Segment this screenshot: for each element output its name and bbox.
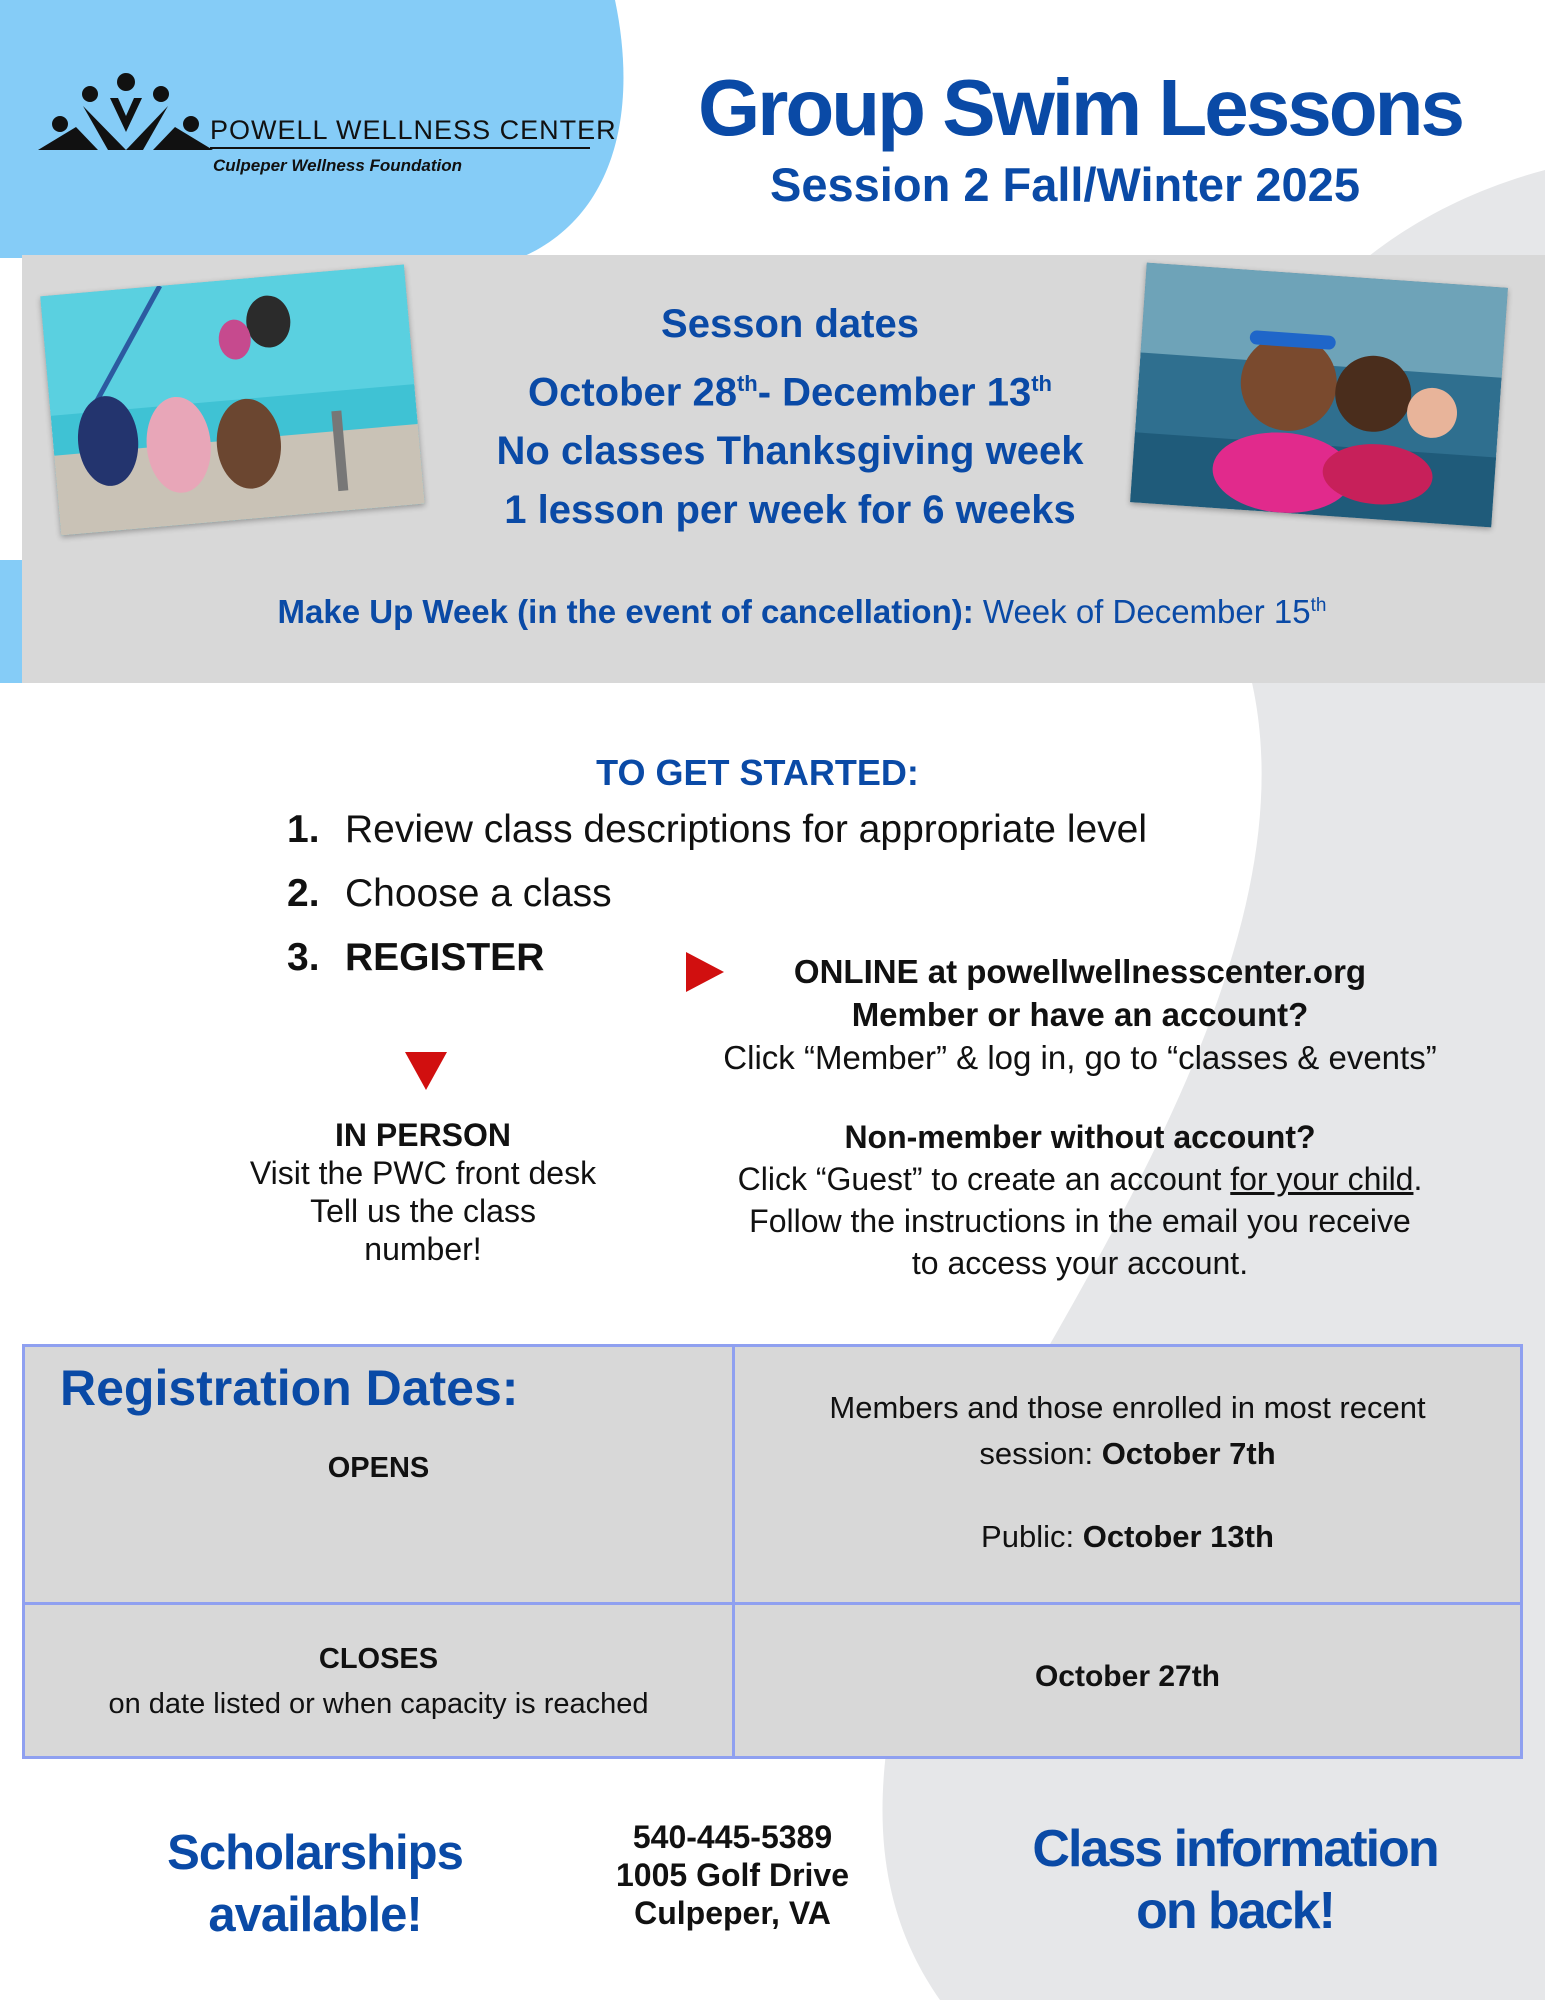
step-number: 1.: [287, 808, 320, 851]
public-label: Public:: [981, 1519, 1083, 1554]
closes-note: on date listed or when capacity is reached: [108, 1688, 649, 1720]
instruction-period: .: [1413, 1161, 1423, 1197]
end-date-suffix: th: [1031, 371, 1052, 396]
members-open-date: October 7th: [1101, 1436, 1276, 1471]
members-text: Members and those enrolled in most recent: [829, 1390, 1426, 1425]
makeup-label: Make Up Week (in the event of cancellation):: [277, 593, 974, 630]
class-info-line: Class information: [1032, 1820, 1438, 1878]
opens-dates-cell: [732, 1347, 1520, 1602]
underlined-text: for your child: [1230, 1161, 1414, 1197]
page-title: Group Swim Lessons: [698, 63, 1462, 152]
city-state: Culpeper, VA: [634, 1895, 831, 1931]
session-details: [440, 295, 1140, 540]
nonmember-instructions-2: Follow the instructions in the email you receive: [749, 1203, 1411, 1239]
contact-info: [570, 1818, 895, 1932]
step-2: [287, 872, 612, 916]
nonmember-registration: [690, 1116, 1470, 1284]
scholarships-callout: [120, 1822, 510, 1946]
nonmember-instructions: [690, 1158, 1470, 1200]
instruction-text: Click “Guest” to create an account: [737, 1161, 1231, 1197]
closes-cell: [25, 1602, 732, 1756]
get-started-heading: TO GET STARTED:: [596, 752, 919, 793]
phone-number: 540-445-5389: [632, 1819, 833, 1855]
member-question: Member or have an account?: [851, 996, 1309, 1033]
member-instructions: Click “Member” & log in, go to “classes & events”: [723, 1039, 1437, 1076]
page-subtitle: Session 2 Fall/Winter 2025: [770, 158, 1360, 211]
powell-logo-icon: [38, 72, 213, 152]
street-address: 1005 Golf Drive: [616, 1857, 849, 1893]
scholarships-line: available!: [208, 1888, 422, 1942]
down-arrow-icon: [405, 1052, 447, 1090]
in-person-title: IN PERSON: [334, 1117, 512, 1153]
step-text: REGISTER: [345, 936, 545, 979]
session-start-date: October 28: [528, 370, 737, 415]
online-registration: [690, 950, 1470, 1079]
session-heading: Sesson dates: [661, 302, 919, 346]
scholarships-line: Scholarships: [167, 1826, 463, 1880]
makeup-suffix: th: [1310, 595, 1327, 616]
class-info-callout: [1000, 1818, 1470, 1942]
step-number: 3.: [287, 936, 320, 979]
light-blue-corner: [0, 560, 22, 683]
nonmember-instructions-3: to access your account.: [911, 1245, 1249, 1281]
step-number: 2.: [287, 872, 320, 915]
session-text: session:: [979, 1436, 1102, 1471]
logo-name: POWELL WELLNESS CENTER: [210, 115, 617, 145]
logo-divider: [210, 147, 590, 149]
no-classes-note: No classes Thanksgiving week: [496, 429, 1084, 474]
online-title: ONLINE at powellwellnesscenter.org: [793, 953, 1367, 990]
pool-children-photo: [40, 265, 425, 536]
step-1: [287, 808, 1147, 852]
step-text: Choose a class: [345, 872, 612, 915]
logo-subtitle: Culpeper Wellness Foundation: [213, 156, 463, 175]
opens-public-text: [735, 1519, 1520, 1555]
registration-dates-table: [22, 1344, 1523, 1759]
closes-date-cell: [732, 1602, 1520, 1756]
makeup-week: [22, 593, 1545, 631]
opens-cell: [25, 1347, 732, 1602]
registration-heading: Registration Dates:: [60, 1360, 519, 1416]
date-separator: -: [757, 370, 783, 415]
closes-date: October 27th: [1034, 1660, 1221, 1693]
step-text: Review class descriptions for appropriate level: [345, 808, 1148, 851]
start-date-suffix: th: [736, 371, 758, 396]
opens-label: OPENS: [327, 1452, 430, 1484]
in-person-line: Visit the PWC front desk: [249, 1155, 597, 1191]
closes-label: CLOSES: [318, 1643, 439, 1675]
step-3: [287, 936, 544, 980]
makeup-value: Week of December 15: [973, 593, 1311, 630]
in-person-registration: [208, 1116, 638, 1268]
in-person-line: number!: [364, 1231, 482, 1267]
lesson-frequency: 1 lesson per week for 6 weeks: [504, 488, 1076, 533]
smiling-kids-photo: [1130, 263, 1508, 528]
session-date-range: [440, 354, 1140, 422]
session-end-date: December 13: [782, 370, 1032, 415]
public-open-date: October 13th: [1082, 1519, 1274, 1554]
opens-members-text: [735, 1385, 1520, 1477]
in-person-line: Tell us the class: [310, 1193, 536, 1229]
class-info-line: on back!: [1136, 1882, 1334, 1940]
nonmember-question: Non-member without account?: [844, 1119, 1316, 1155]
